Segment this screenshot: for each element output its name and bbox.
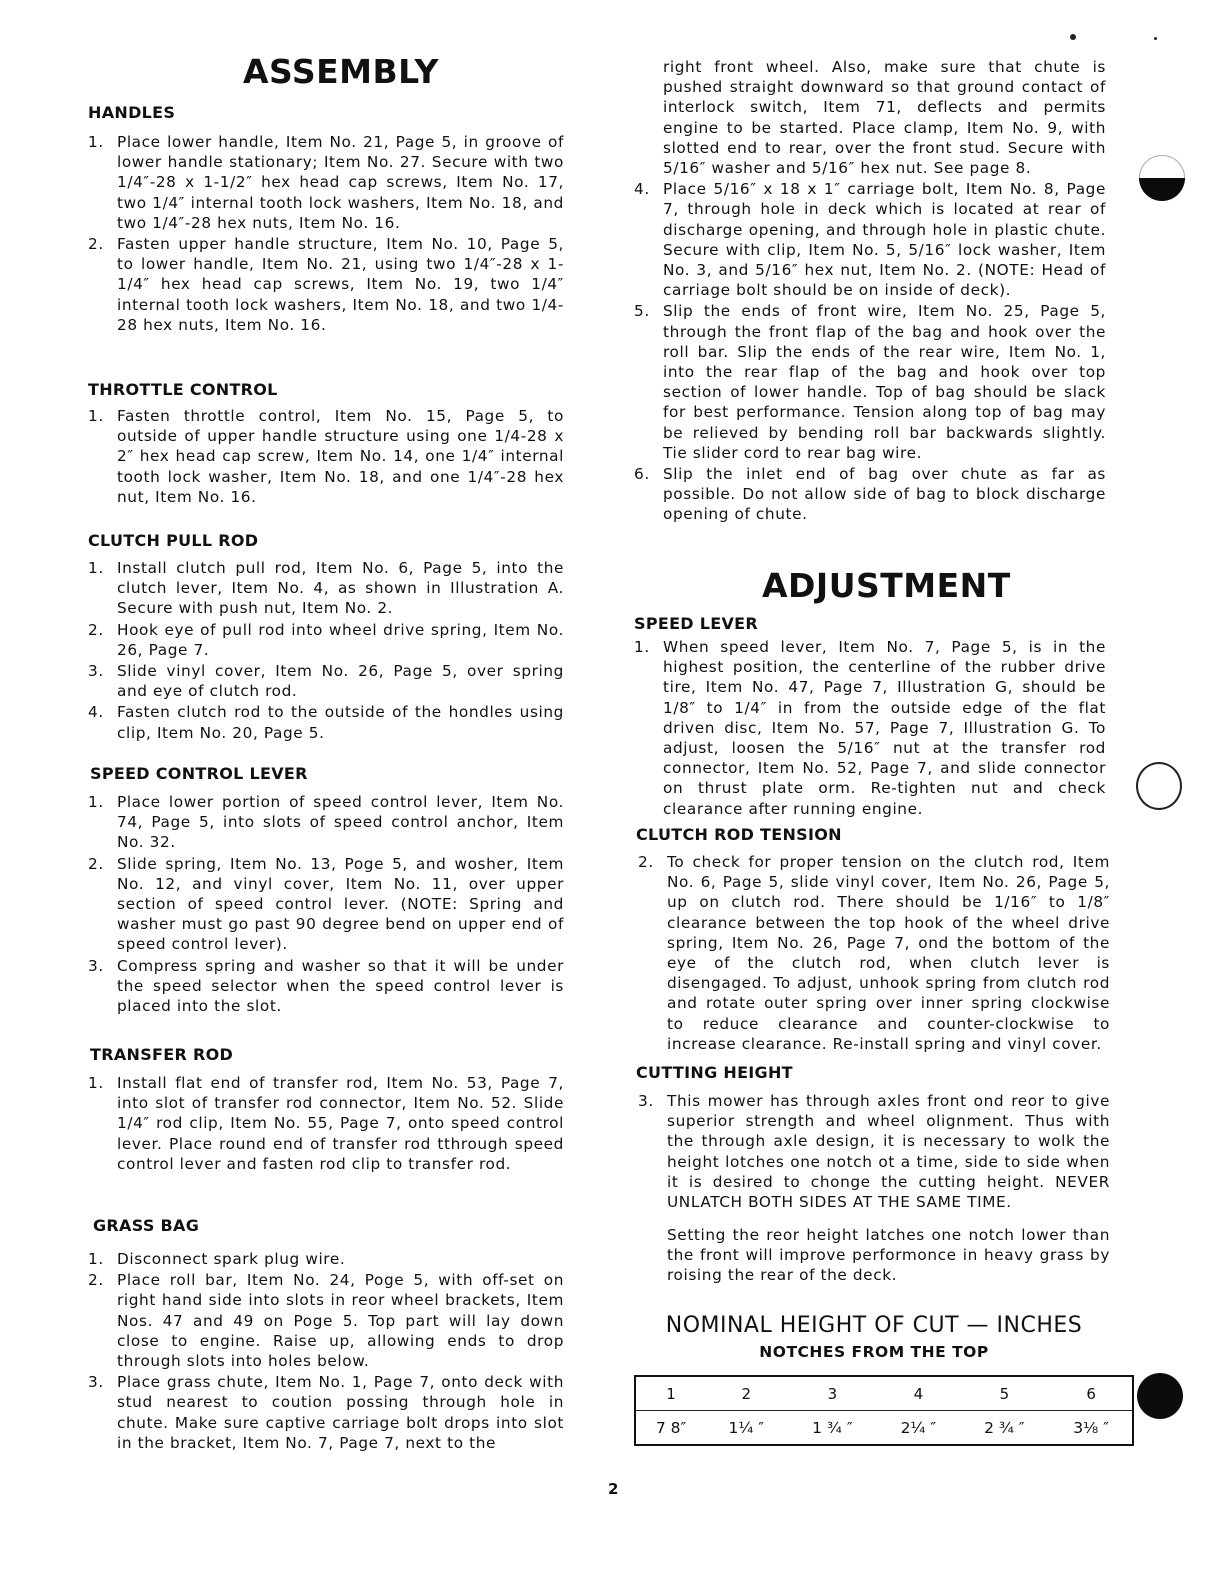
step-text: Place lower portion of speed control lever, Item No. 74, Page 5, into slots of speed control anchor, Item No. 32. xyxy=(117,793,564,852)
height-row xyxy=(635,1411,1133,1446)
notch-cell: 2 xyxy=(706,1376,786,1411)
step-number: 1. xyxy=(634,638,650,656)
notch-cell: 3 xyxy=(787,1376,879,1411)
notch-cell: 1 xyxy=(635,1376,706,1411)
step-number: 3. xyxy=(638,1092,654,1110)
notch-cell: 4 xyxy=(878,1376,958,1411)
step-text: Fasten upper handle structure, Item No. 10, Page 5, to lower handle, Item No. 21, using two 1/4″-28 x 1-1/4″ hex head cap screws, Item No. 19, two 1/4″ internal tooth lock washers, Item No. 18, and two 1/4-28 hex nuts, Item No. 16. xyxy=(117,235,564,334)
list-item xyxy=(88,620,564,660)
height-cell: 7 8″ xyxy=(655,1418,687,1437)
step-text: To check for proper tension on the clutch rod, Item No. 6, Page 5, slide vinyl cover, Item No. 26, Page 5, up on clutch rod. There should be 1/16″ to 1/8″ clearance between the top hook of the wheel drive spring, Item No. 26, Page 7, ond the bottom of the eye of the clutch rod, when clutch lever is disengaged. To adjust, unhook spring from clutch rod and rotate outer spring over inner spring clockwise to reduce clearance and counter-clockwise to increase clearance. Re-install spring and vinyl cover. xyxy=(667,853,1110,1053)
list-item xyxy=(88,1073,564,1174)
step-text: Install flat end of transfer rod, Item No. 53, Page 7, into slot of transfer rod connector, Item No. 52. Slide 1/4″ rod clip, Item No. 55, Page 7, onto speed control lever. Place round end of transfer rod tthrough speed control lever and fasten rod clip to transfer rod. xyxy=(117,1074,564,1173)
step-number: 1. xyxy=(88,1074,104,1092)
step-number: 4. xyxy=(88,703,104,722)
step-number: 2. xyxy=(88,854,104,873)
step-number: 1. xyxy=(88,1250,104,1268)
binder-hole-icon xyxy=(1136,762,1182,810)
step-text: Compress spring and washer so that it will be under the speed selector when the speed control lever is placed into the slot. xyxy=(117,956,564,1016)
list-item xyxy=(88,234,564,335)
notch-row xyxy=(635,1376,1133,1411)
throttle-control-heading: THROTTLE CONTROL xyxy=(88,380,278,399)
handles-steps xyxy=(88,132,564,336)
height-cell: 1¼ ″ xyxy=(728,1418,765,1437)
step-text: right front wheel. Also, make sure that chute is pushed straight downward so that ground contact of interlock switch, Item 71, deflects and permits engine to be started. Place clamp, Item No. 9, with slotted end to rear, over the front stud. Secure with 5/16″ washer and 5/16″ hex nut. See page 8. xyxy=(663,58,1106,178)
step-number: 2. xyxy=(88,1271,104,1290)
scan-speck xyxy=(1070,34,1076,40)
speed-lever-steps xyxy=(634,637,1106,820)
grass-bag-steps-left xyxy=(88,1249,564,1454)
adjustment-title: ADJUSTMENT xyxy=(762,566,1011,605)
step-text: Install clutch pull rod, Item No. 6, Page 5, into the clutch lever, Item No. 4, as shown in Illustration A. Secure with push nut, Item No. 2. xyxy=(117,559,564,618)
step-text: Fasten clutch rod to the outside of the hondles using clip, Item No. 20, Page 5. xyxy=(117,703,564,742)
step-number: 4. xyxy=(634,180,650,199)
cutting-height-steps xyxy=(638,1091,1110,1213)
height-table-subtitle: NOTCHES FROM THE TOP xyxy=(759,1343,989,1361)
list-item xyxy=(634,301,1106,463)
list-item xyxy=(88,1372,564,1453)
height-table-title: NOMINAL HEIGHT OF CUT — INCHES xyxy=(665,1313,1083,1338)
binder-hole-icon xyxy=(1137,1373,1183,1419)
height-cell: 2¼ ″ xyxy=(900,1418,937,1437)
step-text: Place roll bar, Item No. 24, Poge 5, with off-set on right hand side into slots in reor wheel brackets, Item Nos. 47 and 49 on Poge 5. Top part will lay down close to engine. Raise up, allowing ends to drop through slots into holes below. xyxy=(117,1271,564,1371)
handles-heading: HANDLES xyxy=(88,103,176,122)
step-text: Slip the inlet end of bag over chute as far as possible. Do not allow side of bag to block discharge opening of chute. xyxy=(663,465,1106,524)
step-text: Slip the ends of front wire, Item No. 25, Page 5, through the front flap of the bag and hook over the roll bar. Slip the ends of the rear wire, Item No. 1, into the rear flap of the bag and hook over top section of lower handle. Top of bag should be slack for best performance. Tension along top of bag may be relieved by bending roll bar backwards slightly. Tie slider cord to rear bag wire. xyxy=(663,302,1106,462)
step-number: 3. xyxy=(88,1373,104,1392)
grass-bag-steps-right xyxy=(634,57,1106,526)
speed-control-lever-heading: SPEED CONTROL LEVER xyxy=(90,764,308,783)
assembly-title: ASSEMBLY xyxy=(243,52,439,91)
cutting-height-note: Setting the reor height latches one notch lower than the front will improve performonce in heavy grass by roising the rear of the deck. xyxy=(667,1226,1110,1285)
clutch-rod-tension-heading: CLUTCH ROD TENSION xyxy=(636,825,842,844)
list-item xyxy=(638,852,1110,1054)
step-text: Disconnect spark plug wire. xyxy=(117,1250,346,1268)
list-item xyxy=(634,179,1106,300)
height-cell: 1 ¾ ″ xyxy=(812,1418,853,1437)
step-text: Place grass chute, Item No. 1, Page 7, onto deck with stud nearest to coution possing through hole in chute. Make sure captive carriage bolt drops into slot in the bracket, Item No. 7, Page 7, next to the xyxy=(117,1373,564,1452)
step-text: Hook eye of pull rod into wheel drive spring, Item No. 26, Page 7. xyxy=(117,620,564,659)
step-text: Place lower handle, Item No. 21, Page 5, in groove of lower handle stationary; Item No. 27. Secure with two 1/4″-28 x 1-1/2″ hex head cap screws, Item No. 17, two 1/4″ internal tooth lock washers, Item No. 18, and two 1/4″-28 hex nuts, Item No. 16. xyxy=(117,133,564,232)
cutting-height-heading: CUTTING HEIGHT xyxy=(636,1063,793,1082)
transfer-rod-heading: TRANSFER ROD xyxy=(90,1045,234,1064)
clutch-pull-rod-heading: CLUTCH PULL ROD xyxy=(88,531,259,550)
transfer-rod-steps xyxy=(88,1073,564,1175)
binder-hole-icon xyxy=(1139,155,1185,201)
step-number: 1. xyxy=(88,793,104,811)
step-number: 6. xyxy=(634,465,650,484)
speed-control-lever-steps xyxy=(88,792,564,1017)
height-cell: 2 ¾ ″ xyxy=(984,1418,1025,1437)
list-item xyxy=(88,661,564,701)
step-text: Place 5/16″ x 18 x 1″ carriage bolt, Item No. 8, Page 7, through hole in deck which is located at rear of discharge opening, and through hole in plastic chute. Secure with clip, Item No. 5, 5/16″ lock washer, Item No. 3, and 5/16″ hex nut, Item No. 2. (NOTE: Head of carriage bolt should be on inside of deck). xyxy=(663,180,1106,300)
notch-cell: 6 xyxy=(1050,1376,1133,1411)
speed-lever-heading: SPEED LEVER xyxy=(634,614,759,633)
clutch-pull-rod-steps xyxy=(88,558,564,744)
list-item xyxy=(88,558,564,619)
height-of-cut-table xyxy=(634,1375,1134,1446)
step-text: Slide spring, Item No. 13, Poge 5, and wosher, Item No. 12, and vinyl cover, Item No. 11, over upper section of speed control lever. (NOTE: Spring and washer must go past 90 degree bend on upper end of speed control lever). xyxy=(117,854,564,954)
step-number: 1. xyxy=(88,133,104,151)
step-number: 3. xyxy=(88,956,104,975)
step-number: 1. xyxy=(88,559,104,577)
step-text: Fasten throttle control, Item No. 15, Page 5, to outside of upper handle structure using one 1/4-28 x 2″ hex head cap screw, Item No. 14, one 1/4″ internal tooth lock washer, Item No. 18, and one 1/4″-28 hex nut, Item No. 16. xyxy=(117,407,564,506)
list-item xyxy=(634,464,1106,525)
grass-bag-heading: GRASS BAG xyxy=(93,1216,200,1235)
throttle-control-steps xyxy=(88,406,564,508)
list-item xyxy=(88,132,564,233)
scan-speck xyxy=(1154,37,1157,40)
step-text: When speed lever, Item No. 7, Page 5, is in the highest position, the centerline of the rubber drive tire, Item No. 47, Page 7, Illustration G, should be 1/8″ to 1/4″ in from the outside edge of the flat driven disc, Item No. 57, Page 7, Illustration G. To adjust, loosen the 5/16″ nut at the transfer rod connector, Item No. 52, Page 7, and slide connector on thrust plate orm. Re-tighten nut and check clearance after running engine. xyxy=(663,638,1106,818)
list-item xyxy=(88,406,564,507)
height-cell: 3⅛ ″ xyxy=(1073,1418,1109,1437)
step-number: 3. xyxy=(88,662,104,681)
clutch-rod-tension-steps xyxy=(638,852,1110,1055)
step-number: 2. xyxy=(638,853,654,871)
list-item xyxy=(634,637,1106,819)
list-item xyxy=(634,57,1106,178)
step-number: 2. xyxy=(88,235,104,254)
list-item xyxy=(88,792,564,853)
list-item xyxy=(88,702,564,742)
list-item xyxy=(638,1091,1110,1212)
step-text: This mower has through axles front ond reor to give superior strength and wheel olignment. Thus with the through axle design, it is necessary to wolk the height lotches one notch ot a time, side to side when it is desired to chonge the cutting height. NEVER UNLATCH BOTH SIDES AT THE SAME TIME. xyxy=(667,1092,1110,1212)
step-number: 5. xyxy=(634,302,650,321)
list-item xyxy=(88,1249,564,1269)
step-text: Slide vinyl cover, Item No. 26, Page 5, over spring and eye of clutch rod. xyxy=(117,662,564,701)
list-item xyxy=(88,1270,564,1371)
list-item xyxy=(88,854,564,955)
step-number: 1. xyxy=(88,407,104,425)
list-item xyxy=(88,956,564,1017)
notch-cell: 5 xyxy=(959,1376,1051,1411)
step-number: 2. xyxy=(88,620,104,639)
page-number: 2 xyxy=(608,1480,619,1498)
